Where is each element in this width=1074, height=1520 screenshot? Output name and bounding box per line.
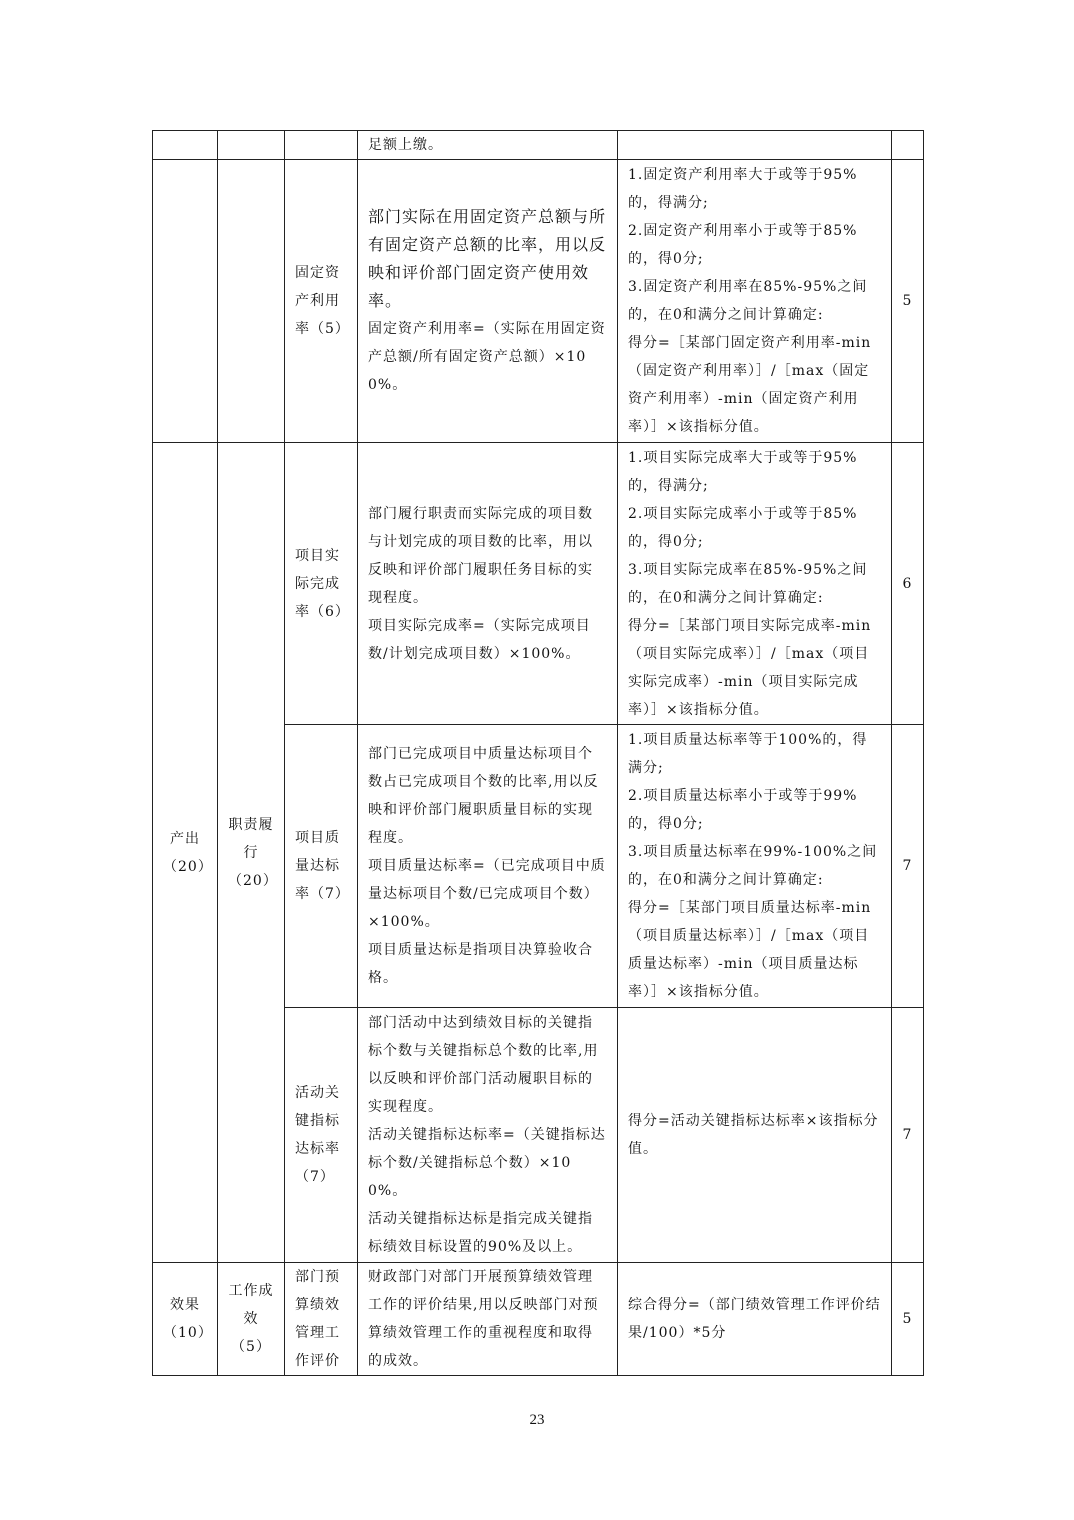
table-row bbox=[153, 160, 924, 443]
sub-category-cell: 工作成效（5） bbox=[218, 1263, 285, 1376]
detail-cell bbox=[358, 160, 618, 443]
sub-category-cell: 职责履行（20） bbox=[218, 443, 285, 1263]
detail-text: 部门已完成项目中质量达标项目个数占已完成项目个数的比率,用以反映和评价部门履职质量目标的实现程度。 bbox=[368, 746, 599, 846]
formula-text: 项目质量达标率=（已完成项目中质量达标项目个数/已完成项目个数）×100%。 bbox=[368, 858, 606, 930]
points-cell: 5 bbox=[892, 1263, 924, 1376]
table-row bbox=[153, 131, 924, 160]
detail-cell bbox=[358, 443, 618, 725]
note-text: 活动关键指标达标是指完成关键指标绩效目标设置的90%及以上。 bbox=[368, 1211, 593, 1255]
scoring-line: 1.项目质量达标率等于100%的，得满分; bbox=[628, 732, 868, 776]
category-cell: 效果（10） bbox=[153, 1263, 218, 1376]
criteria-cell bbox=[285, 131, 358, 160]
scoring-line: 得分=活动关键指标达标率×该指标分值。 bbox=[628, 1113, 879, 1157]
formula-text: 固定资产利用率=（实际在用固定资产总额/所有固定资产总额）×100%。 bbox=[368, 321, 606, 393]
scoring-line: 3.项目实际完成率在85%-95%之间的，在0和满分之间计算确定: bbox=[628, 561, 868, 606]
page-number: 23 bbox=[529, 1412, 545, 1428]
scoring-cell bbox=[618, 160, 892, 443]
points-cell: 7 bbox=[892, 725, 924, 1008]
scoring-cell bbox=[618, 131, 892, 160]
detail-text: 部门履行职责而实际完成的项目数与计划完成的项目数的比率，用以反映和评价部门履职任务目标的实现程度。 bbox=[368, 505, 593, 606]
scoring-line: 得分=［某部门项目质量达标率-min（项目质量达标率）］/［max（项目质量达标率）-min（项目质量达标率）］×该指标分值。 bbox=[628, 900, 872, 1000]
detail-cell bbox=[358, 1008, 618, 1263]
criteria-cell: 固定资产利用率（5） bbox=[285, 160, 358, 443]
table-row bbox=[153, 1263, 924, 1376]
scoring-line: 1.项目实际完成率大于或等于95%的，得满分; bbox=[628, 449, 858, 494]
points-cell: 6 bbox=[892, 443, 924, 725]
sub-category-cell bbox=[218, 160, 285, 443]
scoring-cell bbox=[618, 725, 892, 1008]
scoring-line: 1.固定资产利用率大于或等于95%的，得满分; bbox=[628, 167, 858, 211]
points-cell bbox=[892, 131, 924, 160]
table-row bbox=[153, 443, 924, 725]
criteria-cell: 部门预算绩效管理工作评价 bbox=[285, 1263, 358, 1376]
scoring-cell bbox=[618, 443, 892, 725]
formula-text: 活动关键指标达标率=（关键指标达标个数/关键指标总个数）×100%。 bbox=[368, 1127, 606, 1199]
category-cell bbox=[153, 131, 218, 160]
sub-category-cell bbox=[218, 131, 285, 160]
category-cell: 产出（20） bbox=[153, 443, 218, 1263]
scoring-cell: 综合得分=（部门绩效管理工作评价结果/100）*5分 bbox=[618, 1263, 892, 1376]
detail-cell bbox=[358, 725, 618, 1008]
scoring-line: 3.固定资产利用率在85%-95%之间的，在0和满分之间计算确定: bbox=[628, 279, 868, 323]
detail-cell: 财政部门对部门开展预算绩效管理工作的评价结果,用以反映部门对预算绩效管理工作的重视程度和取得的成效。 bbox=[358, 1263, 618, 1376]
points-cell: 7 bbox=[892, 1008, 924, 1263]
points-cell: 5 bbox=[892, 160, 924, 443]
category-cell bbox=[153, 160, 218, 443]
scoring-line: 2.固定资产利用率小于或等于85%的，得0分; bbox=[628, 223, 858, 267]
scoring-line: 2.项目实际完成率小于或等于85%的，得0分; bbox=[628, 505, 858, 550]
evaluation-table bbox=[152, 130, 924, 1376]
standard-cell: 足额上缴。 bbox=[358, 131, 618, 160]
scoring-line: 得分=［某部门项目实际完成率-min（项目实际完成率）］/［max（项目实际完成率）-min（项目实际完成率）］×该指标分值。 bbox=[628, 617, 872, 718]
scoring-line: 2.项目质量达标率小于或等于99%的，得0分; bbox=[628, 788, 858, 832]
detail-text: 部门实际在用固定资产总额与所有固定资产总额的比率，用以反映和评价部门固定资产使用效率。 bbox=[368, 207, 607, 310]
note-text: 项目质量达标是指项目决算验收合格。 bbox=[368, 942, 593, 986]
criteria-cell: 项目质量达标率（7） bbox=[285, 725, 358, 1008]
detail-text: 部门活动中达到绩效目标的关键指标个数与关键指标总个数的比率,用以反映和评价部门活动履职目标的实现程度。 bbox=[368, 1015, 599, 1115]
scoring-cell bbox=[618, 1008, 892, 1263]
criteria-cell: 项目实际完成率（6） bbox=[285, 443, 358, 725]
criteria-cell: 活动关键指标达标率（7） bbox=[285, 1008, 358, 1263]
formula-text: 项目实际完成率=（实际完成项目数/计划完成项目数）×100%。 bbox=[368, 617, 591, 662]
scoring-line: 3.项目质量达标率在99%-100%之间的，在0和满分之间计算确定: bbox=[628, 844, 878, 888]
scoring-line: 得分=［某部门固定资产利用率-min（固定资产利用率）］/［max（固定资产利用率）-min（固定资产利用率）］×该指标分值。 bbox=[628, 335, 872, 435]
